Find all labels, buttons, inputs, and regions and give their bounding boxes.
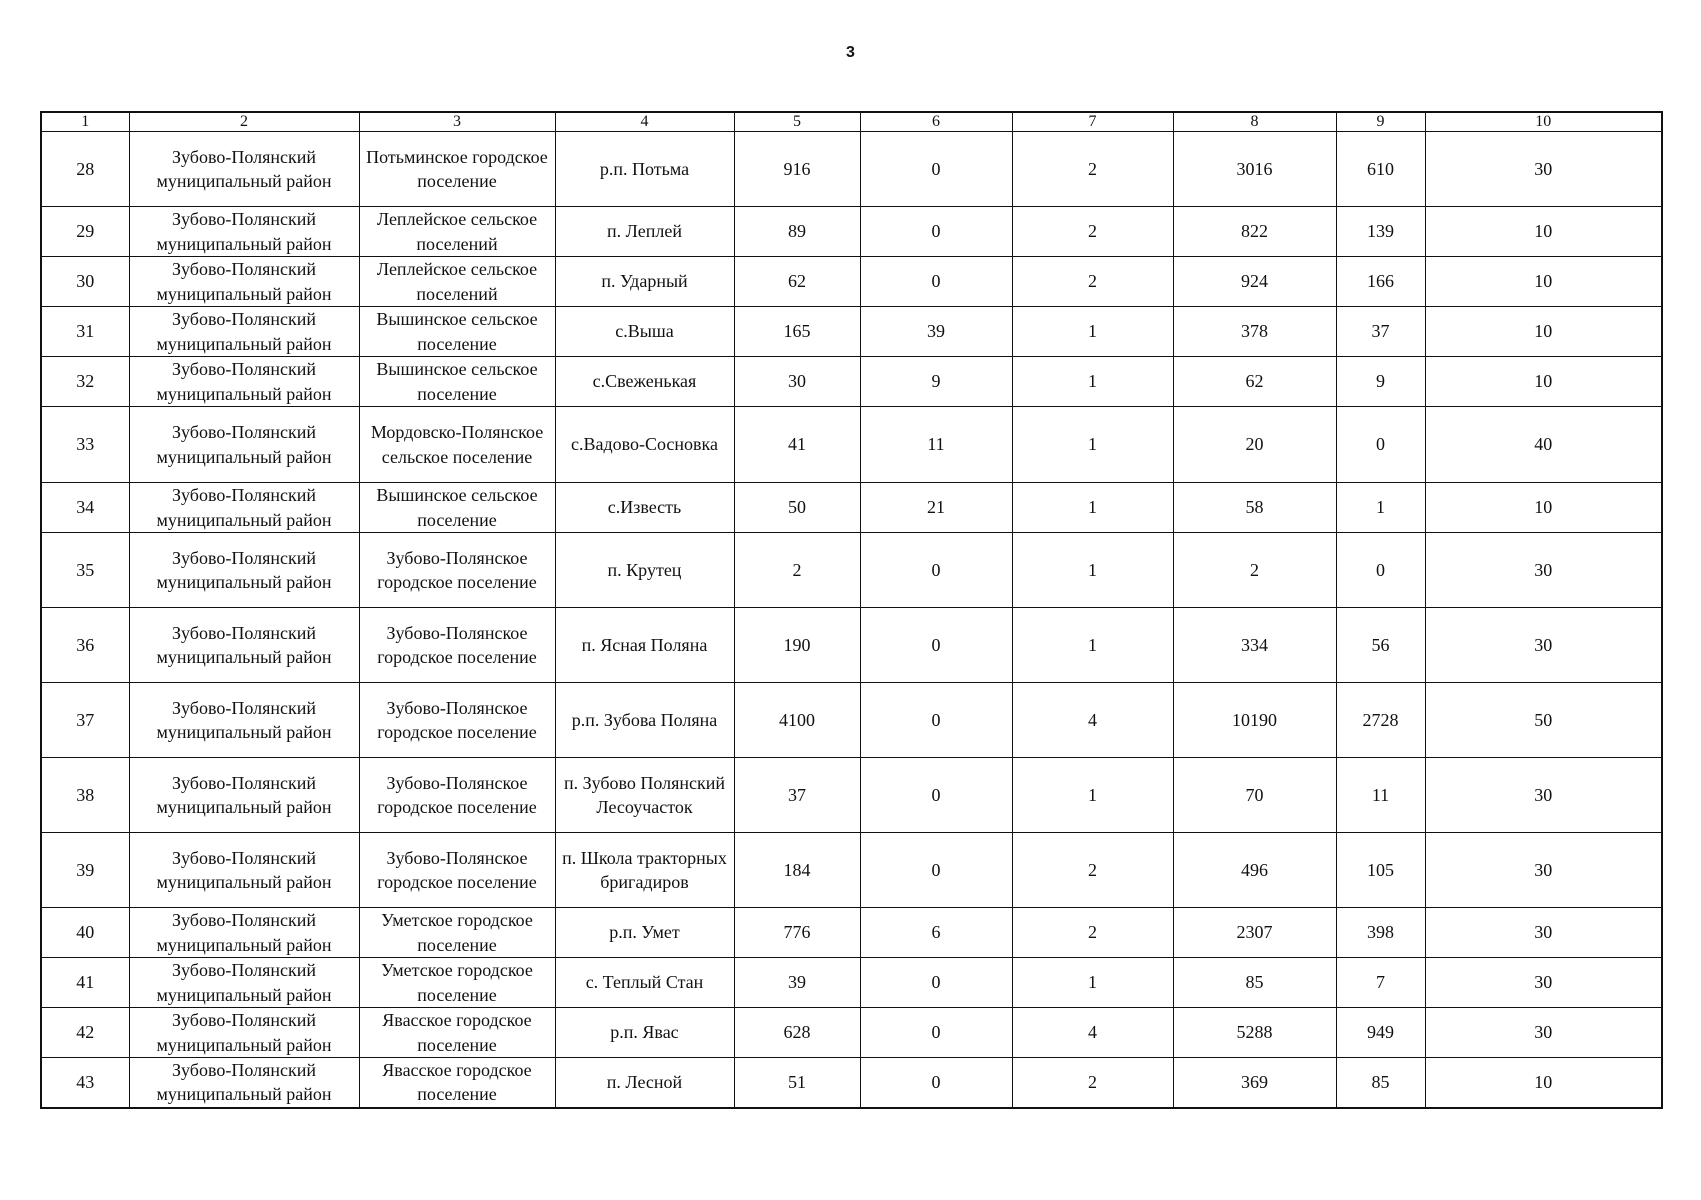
value-col8: 5288 bbox=[1173, 1008, 1336, 1058]
value-col8: 10190 bbox=[1173, 683, 1336, 758]
value-col8: 496 bbox=[1173, 833, 1336, 908]
value-col6: 0 bbox=[860, 257, 1012, 307]
value-col5: 184 bbox=[734, 833, 860, 908]
value-col10: 30 bbox=[1425, 132, 1662, 207]
value-col10: 30 bbox=[1425, 533, 1662, 608]
value-col9: 11 bbox=[1336, 758, 1425, 833]
district-cell: Зубово-Полянский муниципальный район bbox=[129, 483, 359, 533]
value-col9: 1 bbox=[1336, 483, 1425, 533]
value-col9: 139 bbox=[1336, 207, 1425, 257]
value-col5: 89 bbox=[734, 207, 860, 257]
value-col6: 9 bbox=[860, 357, 1012, 407]
value-col7: 2 bbox=[1012, 257, 1173, 307]
value-col9: 0 bbox=[1336, 533, 1425, 608]
table-row bbox=[41, 1008, 1662, 1058]
district-cell: Зубово-Полянский муниципальный район bbox=[129, 407, 359, 483]
value-col6: 0 bbox=[860, 833, 1012, 908]
value-col6: 0 bbox=[860, 533, 1012, 608]
value-col5: 916 bbox=[734, 132, 860, 207]
value-col7: 4 bbox=[1012, 1008, 1173, 1058]
district-cell: Зубово-Полянский муниципальный район bbox=[129, 683, 359, 758]
value-col5: 776 bbox=[734, 908, 860, 958]
value-col6: 0 bbox=[860, 1058, 1012, 1108]
table-row bbox=[41, 833, 1662, 908]
value-col9: 85 bbox=[1336, 1058, 1425, 1108]
locality-cell: с.Вадово-Сосновка bbox=[555, 407, 734, 483]
locality-cell: п. Лесной bbox=[555, 1058, 734, 1108]
column-header: 9 bbox=[1336, 112, 1425, 132]
district-cell: Зубово-Полянский муниципальный район bbox=[129, 1058, 359, 1108]
table-row bbox=[41, 608, 1662, 683]
value-col5: 190 bbox=[734, 608, 860, 683]
locality-cell: п. Зубово Полянский Лесоучасток bbox=[555, 758, 734, 833]
value-col7: 4 bbox=[1012, 683, 1173, 758]
column-header: 3 bbox=[359, 112, 555, 132]
value-col8: 2 bbox=[1173, 533, 1336, 608]
district-cell: Зубово-Полянский муниципальный район bbox=[129, 758, 359, 833]
data-table bbox=[40, 111, 1663, 1109]
table-row bbox=[41, 908, 1662, 958]
settlement-cell: Явасское городское поселение bbox=[359, 1058, 555, 1108]
settlement-cell: Мордовско-Полянское сельское поселение bbox=[359, 407, 555, 483]
value-col10: 30 bbox=[1425, 758, 1662, 833]
settlement-cell: Вышинское сельское поселение bbox=[359, 357, 555, 407]
row-number: 39 bbox=[41, 833, 129, 908]
locality-cell: п. Ударный bbox=[555, 257, 734, 307]
value-col6: 0 bbox=[860, 958, 1012, 1008]
row-number: 36 bbox=[41, 608, 129, 683]
locality-cell: п. Леплей bbox=[555, 207, 734, 257]
value-col5: 50 bbox=[734, 483, 860, 533]
settlement-cell: Леплейское сельское поселений bbox=[359, 257, 555, 307]
value-col10: 30 bbox=[1425, 958, 1662, 1008]
value-col8: 62 bbox=[1173, 357, 1336, 407]
value-col10: 30 bbox=[1425, 1008, 1662, 1058]
table-row bbox=[41, 758, 1662, 833]
value-col8: 3016 bbox=[1173, 132, 1336, 207]
value-col7: 1 bbox=[1012, 407, 1173, 483]
value-col7: 2 bbox=[1012, 132, 1173, 207]
value-col10: 30 bbox=[1425, 608, 1662, 683]
settlement-cell: Зубово-Полянское городское поселение bbox=[359, 533, 555, 608]
value-col9: 56 bbox=[1336, 608, 1425, 683]
value-col8: 2307 bbox=[1173, 908, 1336, 958]
locality-cell: п. Ясная Поляна bbox=[555, 608, 734, 683]
locality-cell: р.п. Умет bbox=[555, 908, 734, 958]
value-col9: 105 bbox=[1336, 833, 1425, 908]
district-cell: Зубово-Полянский муниципальный район bbox=[129, 257, 359, 307]
value-col10: 10 bbox=[1425, 357, 1662, 407]
value-col6: 0 bbox=[860, 1008, 1012, 1058]
locality-cell: с.Известь bbox=[555, 483, 734, 533]
column-header: 10 bbox=[1425, 112, 1662, 132]
table-row bbox=[41, 407, 1662, 483]
value-col7: 1 bbox=[1012, 307, 1173, 357]
value-col9: 7 bbox=[1336, 958, 1425, 1008]
value-col5: 30 bbox=[734, 357, 860, 407]
value-col6: 0 bbox=[860, 207, 1012, 257]
value-col9: 398 bbox=[1336, 908, 1425, 958]
table-row bbox=[41, 357, 1662, 407]
settlement-cell: Зубово-Полянское городское поселение bbox=[359, 833, 555, 908]
row-number: 34 bbox=[41, 483, 129, 533]
row-number: 41 bbox=[41, 958, 129, 1008]
row-number: 30 bbox=[41, 257, 129, 307]
row-number: 38 bbox=[41, 758, 129, 833]
settlement-cell: Вышинское сельское поселение bbox=[359, 307, 555, 357]
district-cell: Зубово-Полянский муниципальный район bbox=[129, 833, 359, 908]
locality-cell: с.Свеженькая bbox=[555, 357, 734, 407]
row-number: 42 bbox=[41, 1008, 129, 1058]
value-col7: 1 bbox=[1012, 608, 1173, 683]
value-col5: 2 bbox=[734, 533, 860, 608]
column-header: 5 bbox=[734, 112, 860, 132]
value-col8: 58 bbox=[1173, 483, 1336, 533]
value-col10: 10 bbox=[1425, 307, 1662, 357]
district-cell: Зубово-Полянский муниципальный район bbox=[129, 132, 359, 207]
value-col7: 1 bbox=[1012, 357, 1173, 407]
value-col6: 0 bbox=[860, 132, 1012, 207]
row-number: 32 bbox=[41, 357, 129, 407]
value-col8: 70 bbox=[1173, 758, 1336, 833]
value-col7: 1 bbox=[1012, 958, 1173, 1008]
value-col10: 30 bbox=[1425, 908, 1662, 958]
value-col5: 51 bbox=[734, 1058, 860, 1108]
settlement-cell: Зубово-Полянское городское поселение bbox=[359, 758, 555, 833]
table-row bbox=[41, 207, 1662, 257]
column-header: 4 bbox=[555, 112, 734, 132]
table-row bbox=[41, 257, 1662, 307]
value-col9: 2728 bbox=[1336, 683, 1425, 758]
district-cell: Зубово-Полянский муниципальный район bbox=[129, 357, 359, 407]
settlement-cell: Явасское городское поселение bbox=[359, 1008, 555, 1058]
table-row bbox=[41, 958, 1662, 1008]
column-header: 8 bbox=[1173, 112, 1336, 132]
value-col5: 628 bbox=[734, 1008, 860, 1058]
table-header bbox=[41, 112, 1662, 132]
value-col8: 85 bbox=[1173, 958, 1336, 1008]
district-cell: Зубово-Полянский муниципальный район bbox=[129, 1008, 359, 1058]
value-col9: 610 bbox=[1336, 132, 1425, 207]
value-col9: 37 bbox=[1336, 307, 1425, 357]
table-row bbox=[41, 132, 1662, 207]
row-number: 33 bbox=[41, 407, 129, 483]
value-col8: 369 bbox=[1173, 1058, 1336, 1108]
value-col8: 20 bbox=[1173, 407, 1336, 483]
column-header: 7 bbox=[1012, 112, 1173, 132]
district-cell: Зубово-Полянский муниципальный район bbox=[129, 307, 359, 357]
value-col5: 165 bbox=[734, 307, 860, 357]
value-col7: 2 bbox=[1012, 207, 1173, 257]
locality-cell: п. Крутец bbox=[555, 533, 734, 608]
table-row bbox=[41, 307, 1662, 357]
value-col10: 10 bbox=[1425, 207, 1662, 257]
value-col5: 62 bbox=[734, 257, 860, 307]
locality-cell: р.п. Явас bbox=[555, 1008, 734, 1058]
settlement-cell: Зубово-Полянское городское поселение bbox=[359, 608, 555, 683]
value-col9: 0 bbox=[1336, 407, 1425, 483]
value-col9: 949 bbox=[1336, 1008, 1425, 1058]
settlement-cell: Зубово-Полянское городское поселение bbox=[359, 683, 555, 758]
table-row bbox=[41, 1058, 1662, 1108]
value-col6: 21 bbox=[860, 483, 1012, 533]
value-col6: 6 bbox=[860, 908, 1012, 958]
value-col10: 30 bbox=[1425, 833, 1662, 908]
table-row bbox=[41, 533, 1662, 608]
value-col6: 39 bbox=[860, 307, 1012, 357]
value-col10: 50 bbox=[1425, 683, 1662, 758]
column-header: 2 bbox=[129, 112, 359, 132]
page-number: 3 bbox=[846, 44, 855, 61]
value-col10: 40 bbox=[1425, 407, 1662, 483]
value-col5: 39 bbox=[734, 958, 860, 1008]
value-col7: 2 bbox=[1012, 908, 1173, 958]
row-number: 40 bbox=[41, 908, 129, 958]
value-col10: 10 bbox=[1425, 483, 1662, 533]
value-col7: 1 bbox=[1012, 758, 1173, 833]
value-col6: 0 bbox=[860, 683, 1012, 758]
locality-cell: п. Школа тракторных бригадиров bbox=[555, 833, 734, 908]
column-header: 1 bbox=[41, 112, 129, 132]
value-col9: 166 bbox=[1336, 257, 1425, 307]
value-col7: 1 bbox=[1012, 483, 1173, 533]
table-row bbox=[41, 683, 1662, 758]
locality-cell: р.п. Зубова Поляна bbox=[555, 683, 734, 758]
value-col5: 4100 bbox=[734, 683, 860, 758]
settlement-cell: Вышинское сельское поселение bbox=[359, 483, 555, 533]
row-number: 35 bbox=[41, 533, 129, 608]
value-col6: 11 bbox=[860, 407, 1012, 483]
column-header: 6 bbox=[860, 112, 1012, 132]
row-number: 28 bbox=[41, 132, 129, 207]
value-col5: 41 bbox=[734, 407, 860, 483]
value-col5: 37 bbox=[734, 758, 860, 833]
district-cell: Зубово-Полянский муниципальный район bbox=[129, 207, 359, 257]
value-col7: 2 bbox=[1012, 833, 1173, 908]
settlement-cell: Потьминское городское поселение bbox=[359, 132, 555, 207]
row-number: 31 bbox=[41, 307, 129, 357]
district-cell: Зубово-Полянский муниципальный район bbox=[129, 958, 359, 1008]
value-col8: 924 bbox=[1173, 257, 1336, 307]
value-col9: 9 bbox=[1336, 357, 1425, 407]
value-col8: 822 bbox=[1173, 207, 1336, 257]
value-col8: 334 bbox=[1173, 608, 1336, 683]
row-number: 43 bbox=[41, 1058, 129, 1108]
row-number: 29 bbox=[41, 207, 129, 257]
locality-cell: с. Теплый Стан bbox=[555, 958, 734, 1008]
header-row bbox=[41, 112, 1662, 132]
settlement-cell: Уметское городское поселение bbox=[359, 908, 555, 958]
value-col8: 378 bbox=[1173, 307, 1336, 357]
value-col10: 10 bbox=[1425, 1058, 1662, 1108]
value-col6: 0 bbox=[860, 758, 1012, 833]
value-col7: 1 bbox=[1012, 533, 1173, 608]
district-cell: Зубово-Полянский муниципальный район bbox=[129, 533, 359, 608]
value-col7: 2 bbox=[1012, 1058, 1173, 1108]
locality-cell: с.Выша bbox=[555, 307, 734, 357]
table-body bbox=[41, 132, 1662, 1108]
table-row bbox=[41, 483, 1662, 533]
settlement-cell: Леплейское сельское поселений bbox=[359, 207, 555, 257]
settlement-cell: Уметское городское поселение bbox=[359, 958, 555, 1008]
district-cell: Зубово-Полянский муниципальный район bbox=[129, 908, 359, 958]
district-cell: Зубово-Полянский муниципальный район bbox=[129, 608, 359, 683]
locality-cell: р.п. Потьма bbox=[555, 132, 734, 207]
value-col10: 10 bbox=[1425, 257, 1662, 307]
value-col6: 0 bbox=[860, 608, 1012, 683]
row-number: 37 bbox=[41, 683, 129, 758]
